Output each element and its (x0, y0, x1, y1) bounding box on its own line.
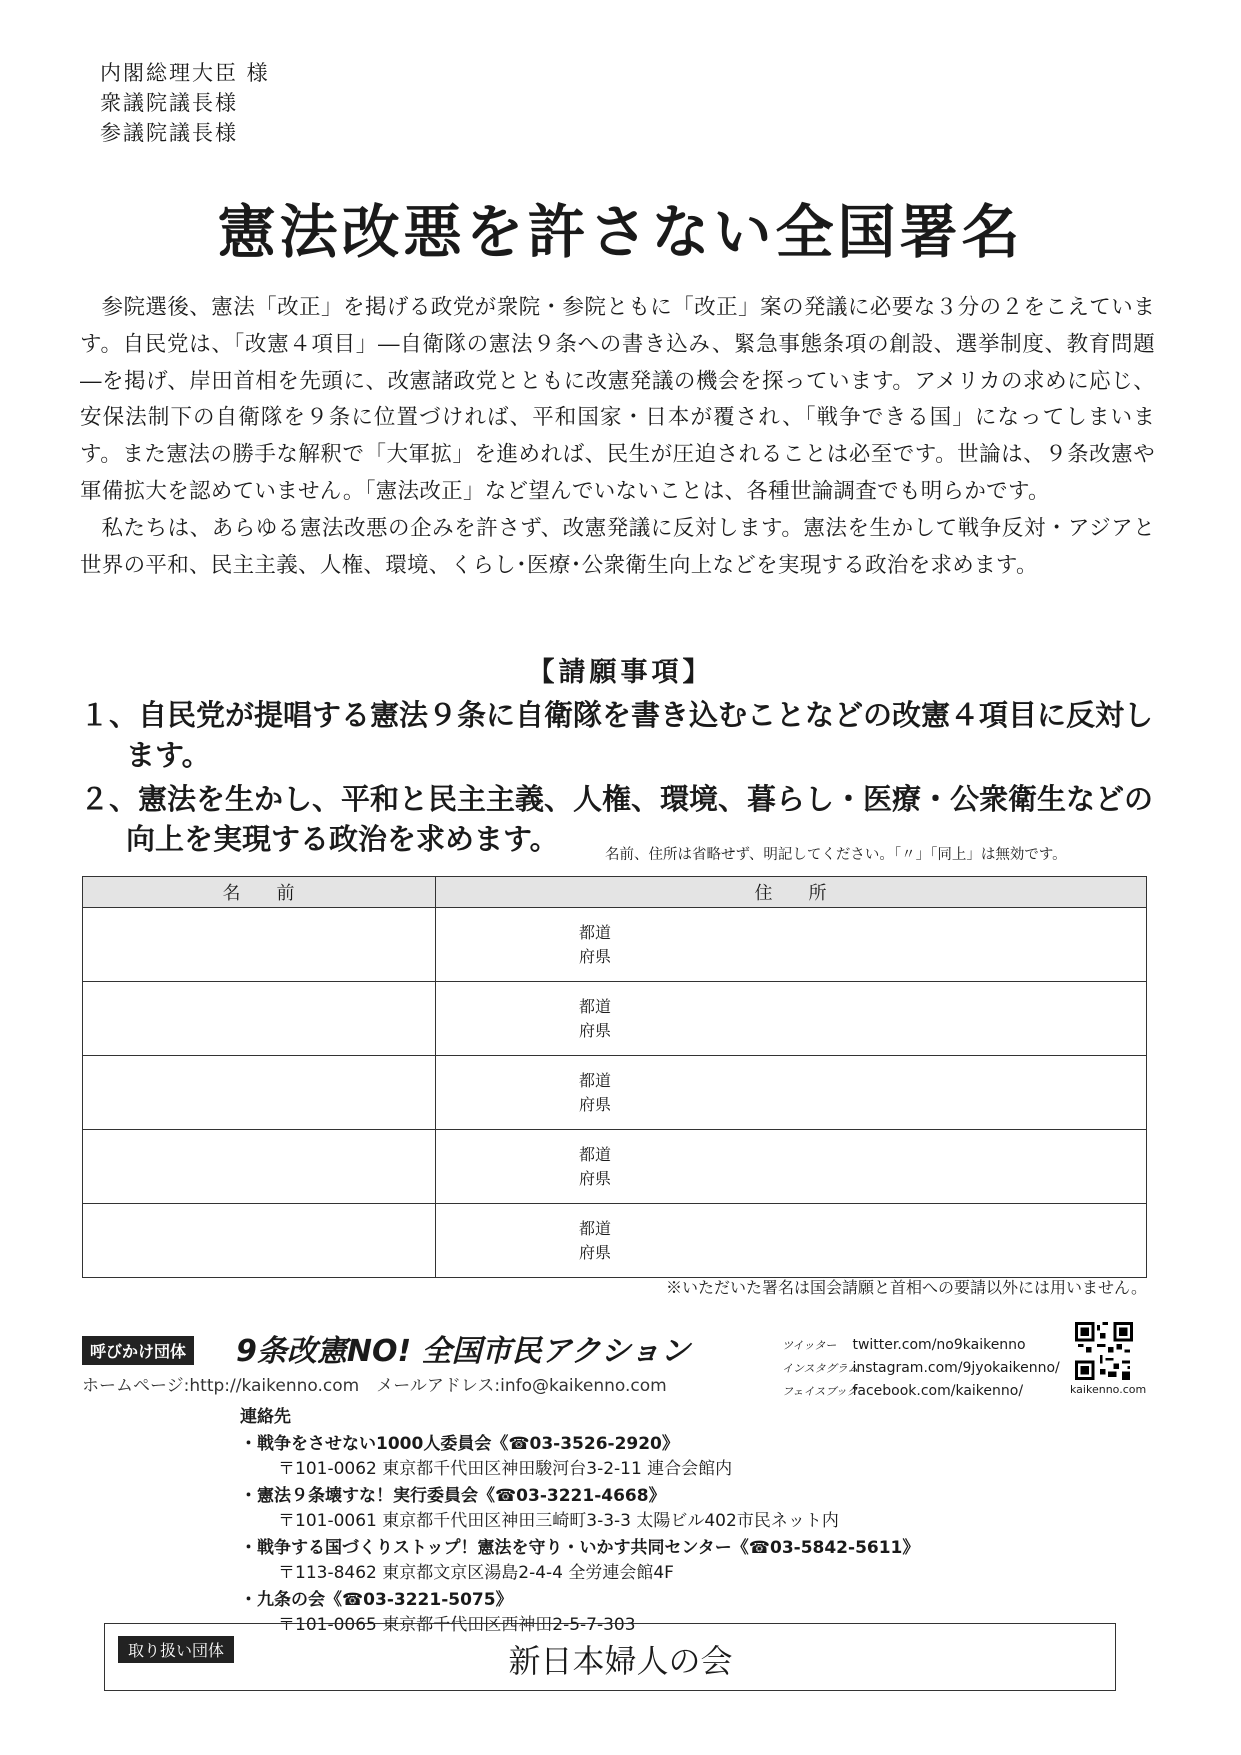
address-field[interactable] (436, 982, 1147, 1056)
qr-caption: kaikenno.com (1070, 1383, 1147, 1396)
social-instagram: インスタグラム instagram.com/9jyokaikenno/ (782, 1360, 1060, 1376)
addressee-house-speaker: 衆議院議長様 (100, 91, 238, 115)
social-links (782, 1334, 1060, 1403)
column-header-name: 名前 (83, 877, 436, 908)
body-text (80, 290, 1155, 584)
privacy-note: ※いただいた署名は国会請願と首相への要請以外には用いません。 (666, 1278, 1147, 1297)
address-field[interactable] (436, 1130, 1147, 1204)
signature-table (82, 876, 1147, 1278)
document-title: 憲法改悪を許さない全国署名 (217, 198, 1024, 266)
address-field[interactable] (436, 908, 1147, 982)
instagram-link[interactable]: instagram.com/9jyokaikenno/ (852, 1360, 1060, 1376)
contacts-heading: 連絡先 (240, 1407, 291, 1427)
contact-address: 〒113-8462 東京都文京区湯島2-4-4 全労連会館4F (278, 1563, 674, 1583)
signature-row (83, 1130, 1147, 1204)
organizer-contact: ホームページ:http://kaikenno.com メールアドレス:info@kaikenno.com (82, 1376, 667, 1396)
qr-code-icon[interactable] (1075, 1322, 1133, 1380)
contact-name: ・憲法９条壊すな！実行委員会《☎03-3221-4668》 (240, 1486, 666, 1506)
addressee-list (100, 58, 270, 148)
addressee-prime-minister: 内閣総理大臣 様 (100, 61, 270, 85)
facebook-link[interactable]: facebook.com/kaikenno/ (852, 1383, 1024, 1399)
petition-item-2: ２、憲法を生かし、平和と民主主義、人権、環境、暮らし・医療・公衆衛生などの向上を実現する政治を求めます。 (80, 782, 1154, 856)
contact-address: 〒101-0065 東京都千代田区西神田2-5-7-303 (278, 1615, 636, 1635)
prefecture-label: 都道 府県 (579, 1070, 612, 1114)
signature-row (83, 908, 1147, 982)
address-field[interactable] (436, 1204, 1147, 1278)
addressee-councillors-president: 参議院議長様 (100, 121, 238, 145)
body-paragraph-1: 参院選後、憲法「改正」を掲げる政党が衆院・参院ともに「改正」案の発議に必要な３分の２をこえています。自民党は、「改憲４項目」―自衛隊の憲法９条への書き込み、緊急事態条項の創設、選挙制度、教育問題―を掲げ、岸田首相を先頭に、改憲諸政党とともに改憲発議の機会を探っています。アメリカの求めに応じ、安保法制下の自衛隊を９条に位置づければ、平和国家・日本が覆され、「戦争できる国」になってしまいます。また憲法の勝手な解釈で「大軍拡」を進めれば、民生が圧迫されることは必至です。世論は、９条改憲や軍備拡大を認めていません。「憲法改正」など望んでいないことは、各種世論調査でも明らかです。 (80, 295, 1155, 504)
twitter-link[interactable]: twitter.com/no9kaikenno (852, 1337, 1026, 1353)
name-field[interactable] (83, 1056, 436, 1130)
name-field[interactable] (83, 908, 436, 982)
contact-name: ・戦争する国づくりストップ！憲法を守り・いかす共同センター《☎03-5842-5611》 (240, 1538, 920, 1558)
handler-tag: 取り扱い団体 (118, 1636, 234, 1663)
prefecture-label: 都道 府県 (579, 922, 612, 966)
address-field[interactable] (436, 1056, 1147, 1130)
petition-heading: 【請願事項】 (527, 657, 714, 688)
petition-item-1: １、自民党が提唱する憲法９条に自衛隊を書き込むことなどの改憲４項目に反対します。 (80, 698, 1154, 772)
signature-row (83, 1204, 1147, 1278)
contact-name: ・戦争をさせない1000人委員会《☎03-3526-2920》 (240, 1434, 679, 1454)
organizer-tag: 呼びかけ団体 (82, 1336, 194, 1365)
body-paragraph-2: 私たちは、あらゆる憲法改悪の企みを許さず、改憲発議に反対します。憲法を生かして戦争反対・アジアと世界の平和、民主主義、人権、環境、くらし･医療･公衆衛生向上などを実現する政治を求めます。 (80, 515, 1155, 578)
contact-name: ・九条の会《☎03-3221-5075》 (240, 1590, 513, 1610)
name-field[interactable] (83, 982, 436, 1056)
contact-address: 〒101-0061 東京都千代田区神田三崎町3-3-3 太陽ビル402市民ネット内 (278, 1511, 839, 1531)
prefecture-label: 都道 府県 (579, 996, 612, 1040)
social-twitter: ツイッター twitter.com/no9kaikenno (782, 1337, 1026, 1353)
name-field[interactable] (83, 1130, 436, 1204)
handler-name: 新日本婦人の会 (508, 1642, 733, 1680)
organizer-name: 9条改憲NO! 全国市民アクション (236, 1334, 691, 1369)
petition-items (80, 695, 1160, 863)
column-header-address: 住所 (436, 877, 1147, 908)
signature-row (83, 1056, 1147, 1130)
contact-address: 〒101-0062 東京都千代田区神田駿河台3-2-11 連合会館内 (278, 1459, 733, 1479)
prefecture-label: 都道 府県 (579, 1218, 612, 1262)
prefecture-label: 都道 府県 (579, 1144, 612, 1188)
form-instruction: 名前、住所は省略せず、明記してください。「〃」「同上」は無効です。 (605, 847, 1067, 863)
signature-table-header (83, 877, 1147, 908)
social-facebook: フェイスブック facebook.com/kaikenno/ (782, 1383, 1024, 1399)
name-field[interactable] (83, 1204, 436, 1278)
contact-list (240, 1402, 919, 1639)
signature-row (83, 982, 1147, 1056)
